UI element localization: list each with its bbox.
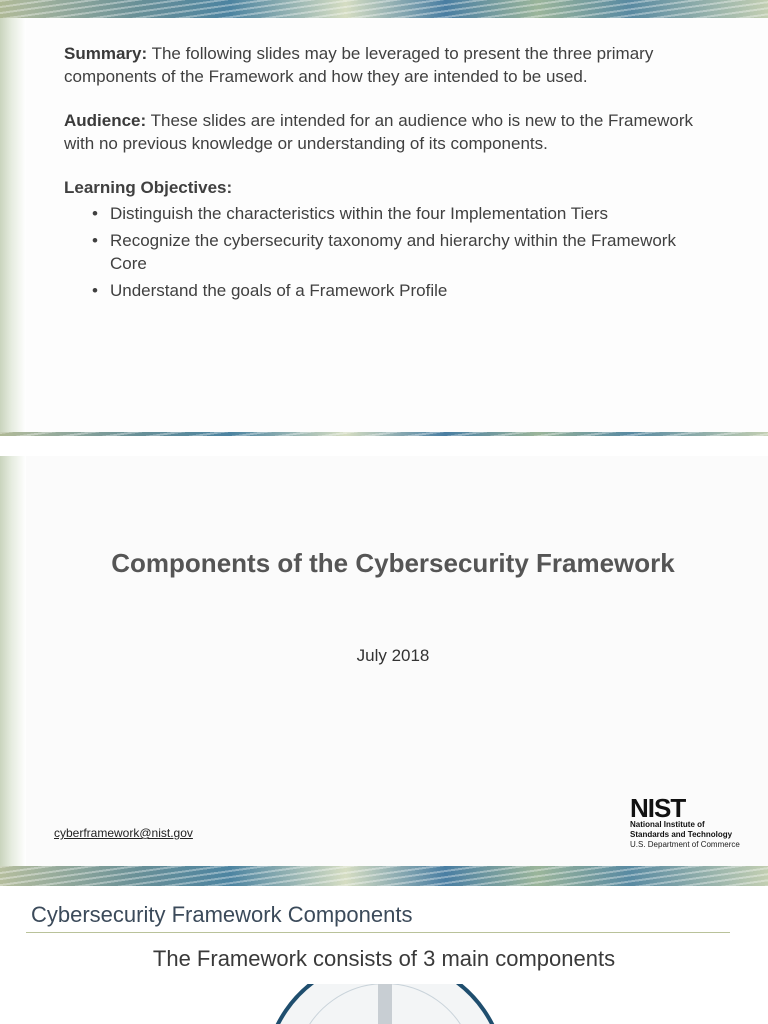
- slide-heading: Cybersecurity Framework Components: [31, 902, 413, 927]
- objectives-list: [64, 202, 704, 302]
- decorative-band-top: [0, 866, 768, 886]
- slide-components: [0, 866, 768, 1024]
- list-item: [64, 229, 704, 275]
- slide-title: [0, 456, 768, 868]
- nist-logo-line2: Standards and Technology: [630, 830, 733, 839]
- bullet-icon: •: [92, 231, 98, 250]
- summary-content: [64, 42, 704, 306]
- email-link[interactable]: cyberframework@nist.gov: [54, 826, 193, 840]
- nist-logo-mark: NIST: [630, 793, 686, 823]
- summary-paragraph: [64, 42, 704, 88]
- nist-logo: [630, 793, 760, 850]
- decorative-band-bottom: [0, 432, 768, 436]
- bullet-icon: •: [92, 204, 98, 223]
- nist-logo-line1: National Institute of: [630, 820, 705, 829]
- side-gradient: [0, 456, 26, 868]
- slide-subheading: The Framework consists of 3 main components: [152, 946, 616, 971]
- audience-label: Audience:: [64, 111, 147, 130]
- framework-wheel-graphic: [260, 984, 510, 1024]
- objective-text: Distinguish the characteristics within the four Implementation Tiers: [110, 204, 608, 223]
- side-gradient: [0, 0, 26, 436]
- list-item: [64, 279, 704, 302]
- learning-objectives-label: Learning Objectives:: [64, 178, 233, 197]
- decorative-band-top: [0, 0, 768, 18]
- summary-label: Summary:: [64, 44, 148, 63]
- audience-text: These slides are intended for an audience who is new to the Framework with no previous knowledge or understanding of its components.: [64, 111, 694, 153]
- presentation-title: Components of the Cybersecurity Framework: [111, 548, 675, 578]
- presentation-date: July 2018: [356, 646, 430, 665]
- list-item: [64, 202, 704, 225]
- heading-divider: [26, 932, 730, 933]
- objective-text: Recognize the cybersecurity taxonomy and hierarchy within the Framework Core: [110, 231, 676, 273]
- bullet-icon: •: [92, 281, 98, 300]
- summary-text: The following slides may be leveraged to present the three primary components of the Framework and how they are intended to be used.: [64, 44, 654, 86]
- nist-logo-dept: U.S. Department of Commerce: [630, 840, 740, 849]
- objective-text: Understand the goals of a Framework Profile: [110, 281, 448, 300]
- audience-paragraph: [64, 109, 704, 155]
- slide-summary: [0, 0, 768, 436]
